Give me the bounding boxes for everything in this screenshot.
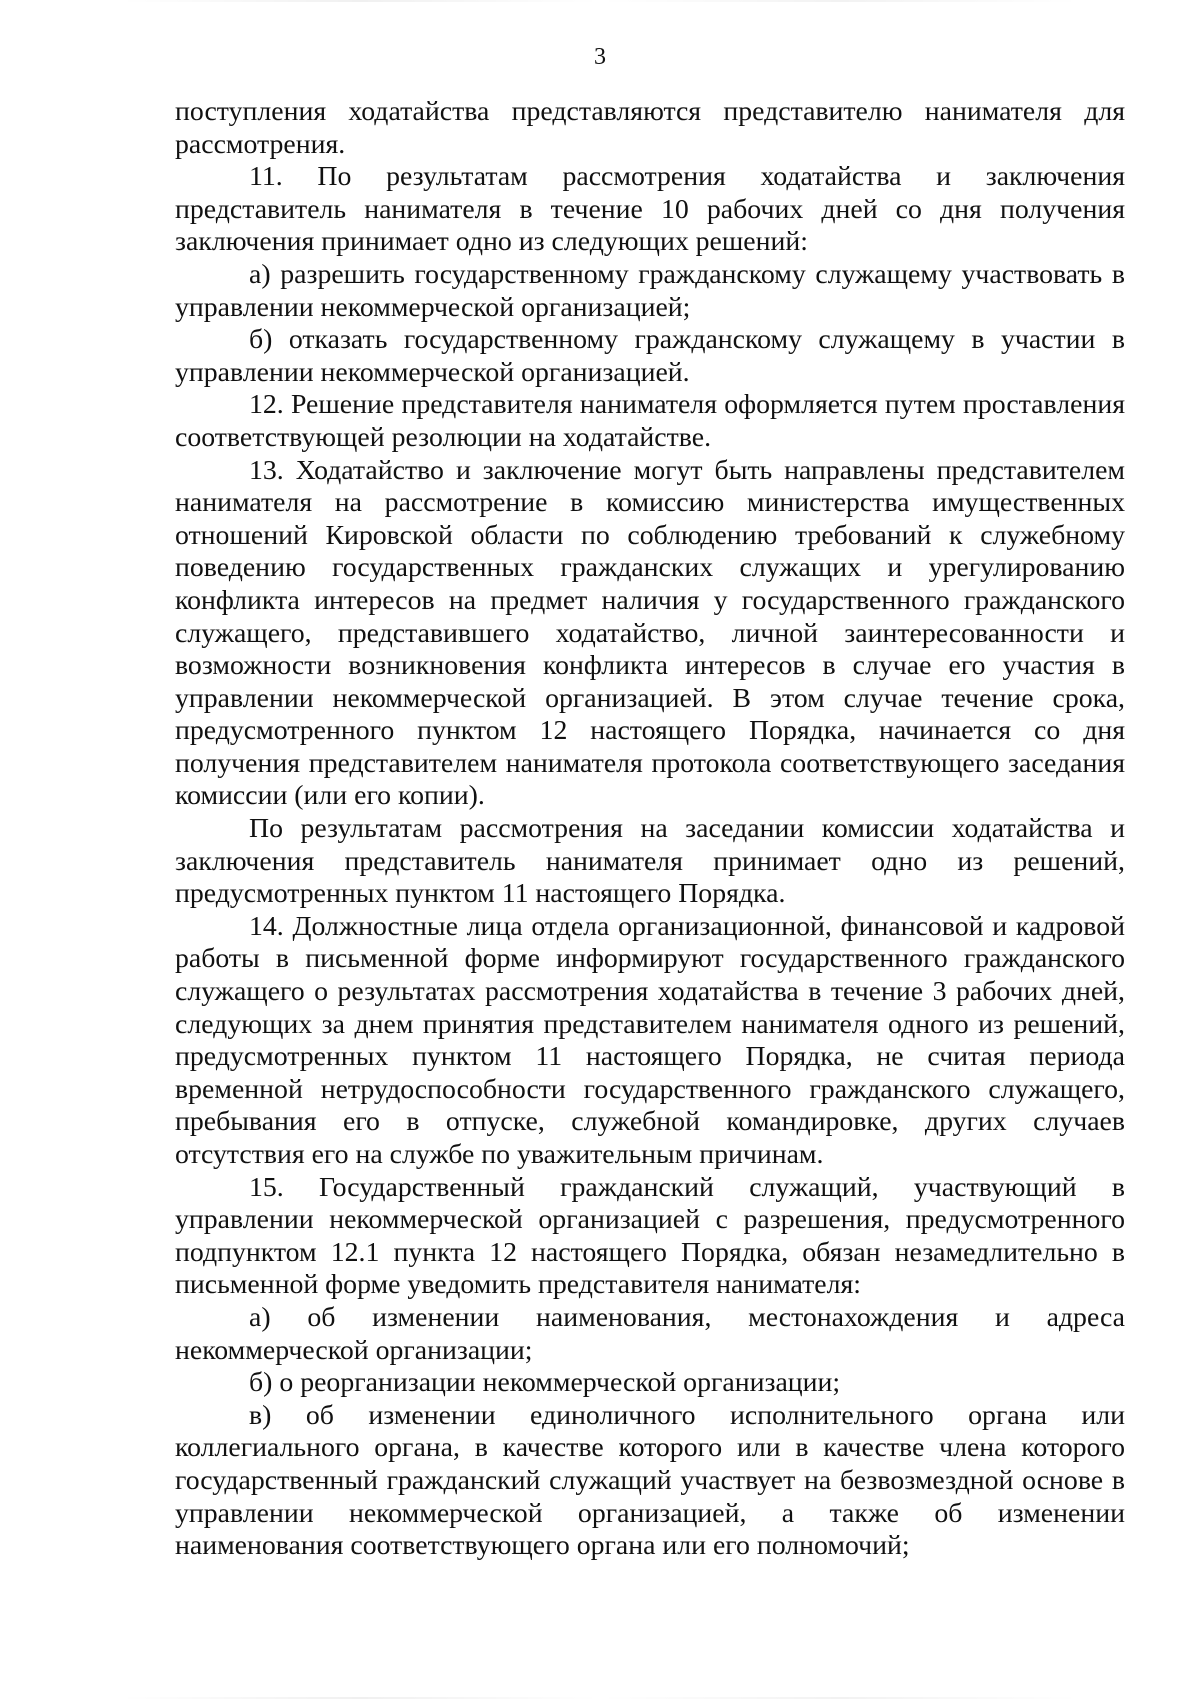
page-number: 3 <box>594 44 606 70</box>
paragraph-item-14: 14. Должностные лица отдела организационной, финансовой и кадровой работы в письменной форме информируют государственного гражданского служащего о результатах рассмотрения ходатайства в течение 3 рабочих дней, следующих за днем принятия представителем нанимателя одного из решений, предусмотренных пунктом 11 настоящего Порядка, не считая периода временной нетрудоспособности государственного гражданского служащего, пребывания его в отпуске, служебной командировке, других случаев отсутствия его на службе по уважительным причинам. <box>175 910 1125 1170</box>
paragraph-item-12: 12. Решение представителя нанимателя оформляется путем проставления соответствующей резолюции на ходатайстве. <box>175 389 1125 453</box>
paragraph: поступления ходатайства представляются представителю нанимателя для рассмотрения. <box>175 96 1125 160</box>
paragraph-subitem-b: б) отказать государственному гражданскому служащему в участии в управлении некоммерческой организацией. <box>175 324 1125 388</box>
paragraph-item-13-continued: По результатам рассмотрения на заседании комиссии ходатайства и заключения представитель нанимателя принимает одно из решений, предусмотренных пунктом 11 настоящего Порядка. <box>175 813 1125 910</box>
document-body <box>175 96 1125 1563</box>
paragraph-item-11: 11. По результатам рассмотрения ходатайства и заключения представитель нанимателя в течение 10 рабочих дней со дня получения заключения принимает одно из следующих решений: <box>175 161 1125 258</box>
paragraph-subitem-a-2: а) об изменении наименования, местонахождения и адреса некоммерческой организации; <box>175 1301 1125 1366</box>
scan-edge-top <box>0 0 1200 2</box>
paragraph-item-15: 15. Государственный гражданский служащий, участвующий в управлении некоммерческой организацией с разрешения, предусмотренного подпунктом 12.1 пункта 12 настоящего Порядка, обязан незамедлительно в письменной форме уведомить представителя нанимателя: <box>175 1171 1125 1301</box>
paragraph-item-13: 13. Ходатайство и заключение могут быть направлены представителем нанимателя на рассмотрение в комиссию министерства имущественных отношений Кировской области по соблюдению требований к служебному поведению государственных гражданских служащих и урегулированию конфликта интересов на предмет наличия у государственного гражданского служащего, представившего ходатайство, личной заинтересованности и возможности возникновения конфликта интересов в случае его участия в управлении некоммерческой организацией. В этом случае течение срока, предусмотренного пунктом 12 настоящего Порядка, начинается со дня получения представителем нанимателя протокола соответствующего заседания комиссии (или его копии). <box>175 454 1125 812</box>
paragraph-subitem-a: а) разрешить государственному гражданскому служащему участвовать в управлении некоммерческой организацией; <box>175 258 1125 323</box>
paragraph-subitem-v: в) об изменении единоличного исполнительного органа или коллегиального органа, в качестве которого или в качестве члена которого государственный гражданский служащий участвует на безвозмездной основе в управлении некоммерческой организацией, а также об изменении наименования соответствующего органа или его полномочий; <box>175 1399 1125 1562</box>
paragraph-subitem-b-2: б) о реорганизации некоммерческой организации; <box>249 1367 841 1399</box>
